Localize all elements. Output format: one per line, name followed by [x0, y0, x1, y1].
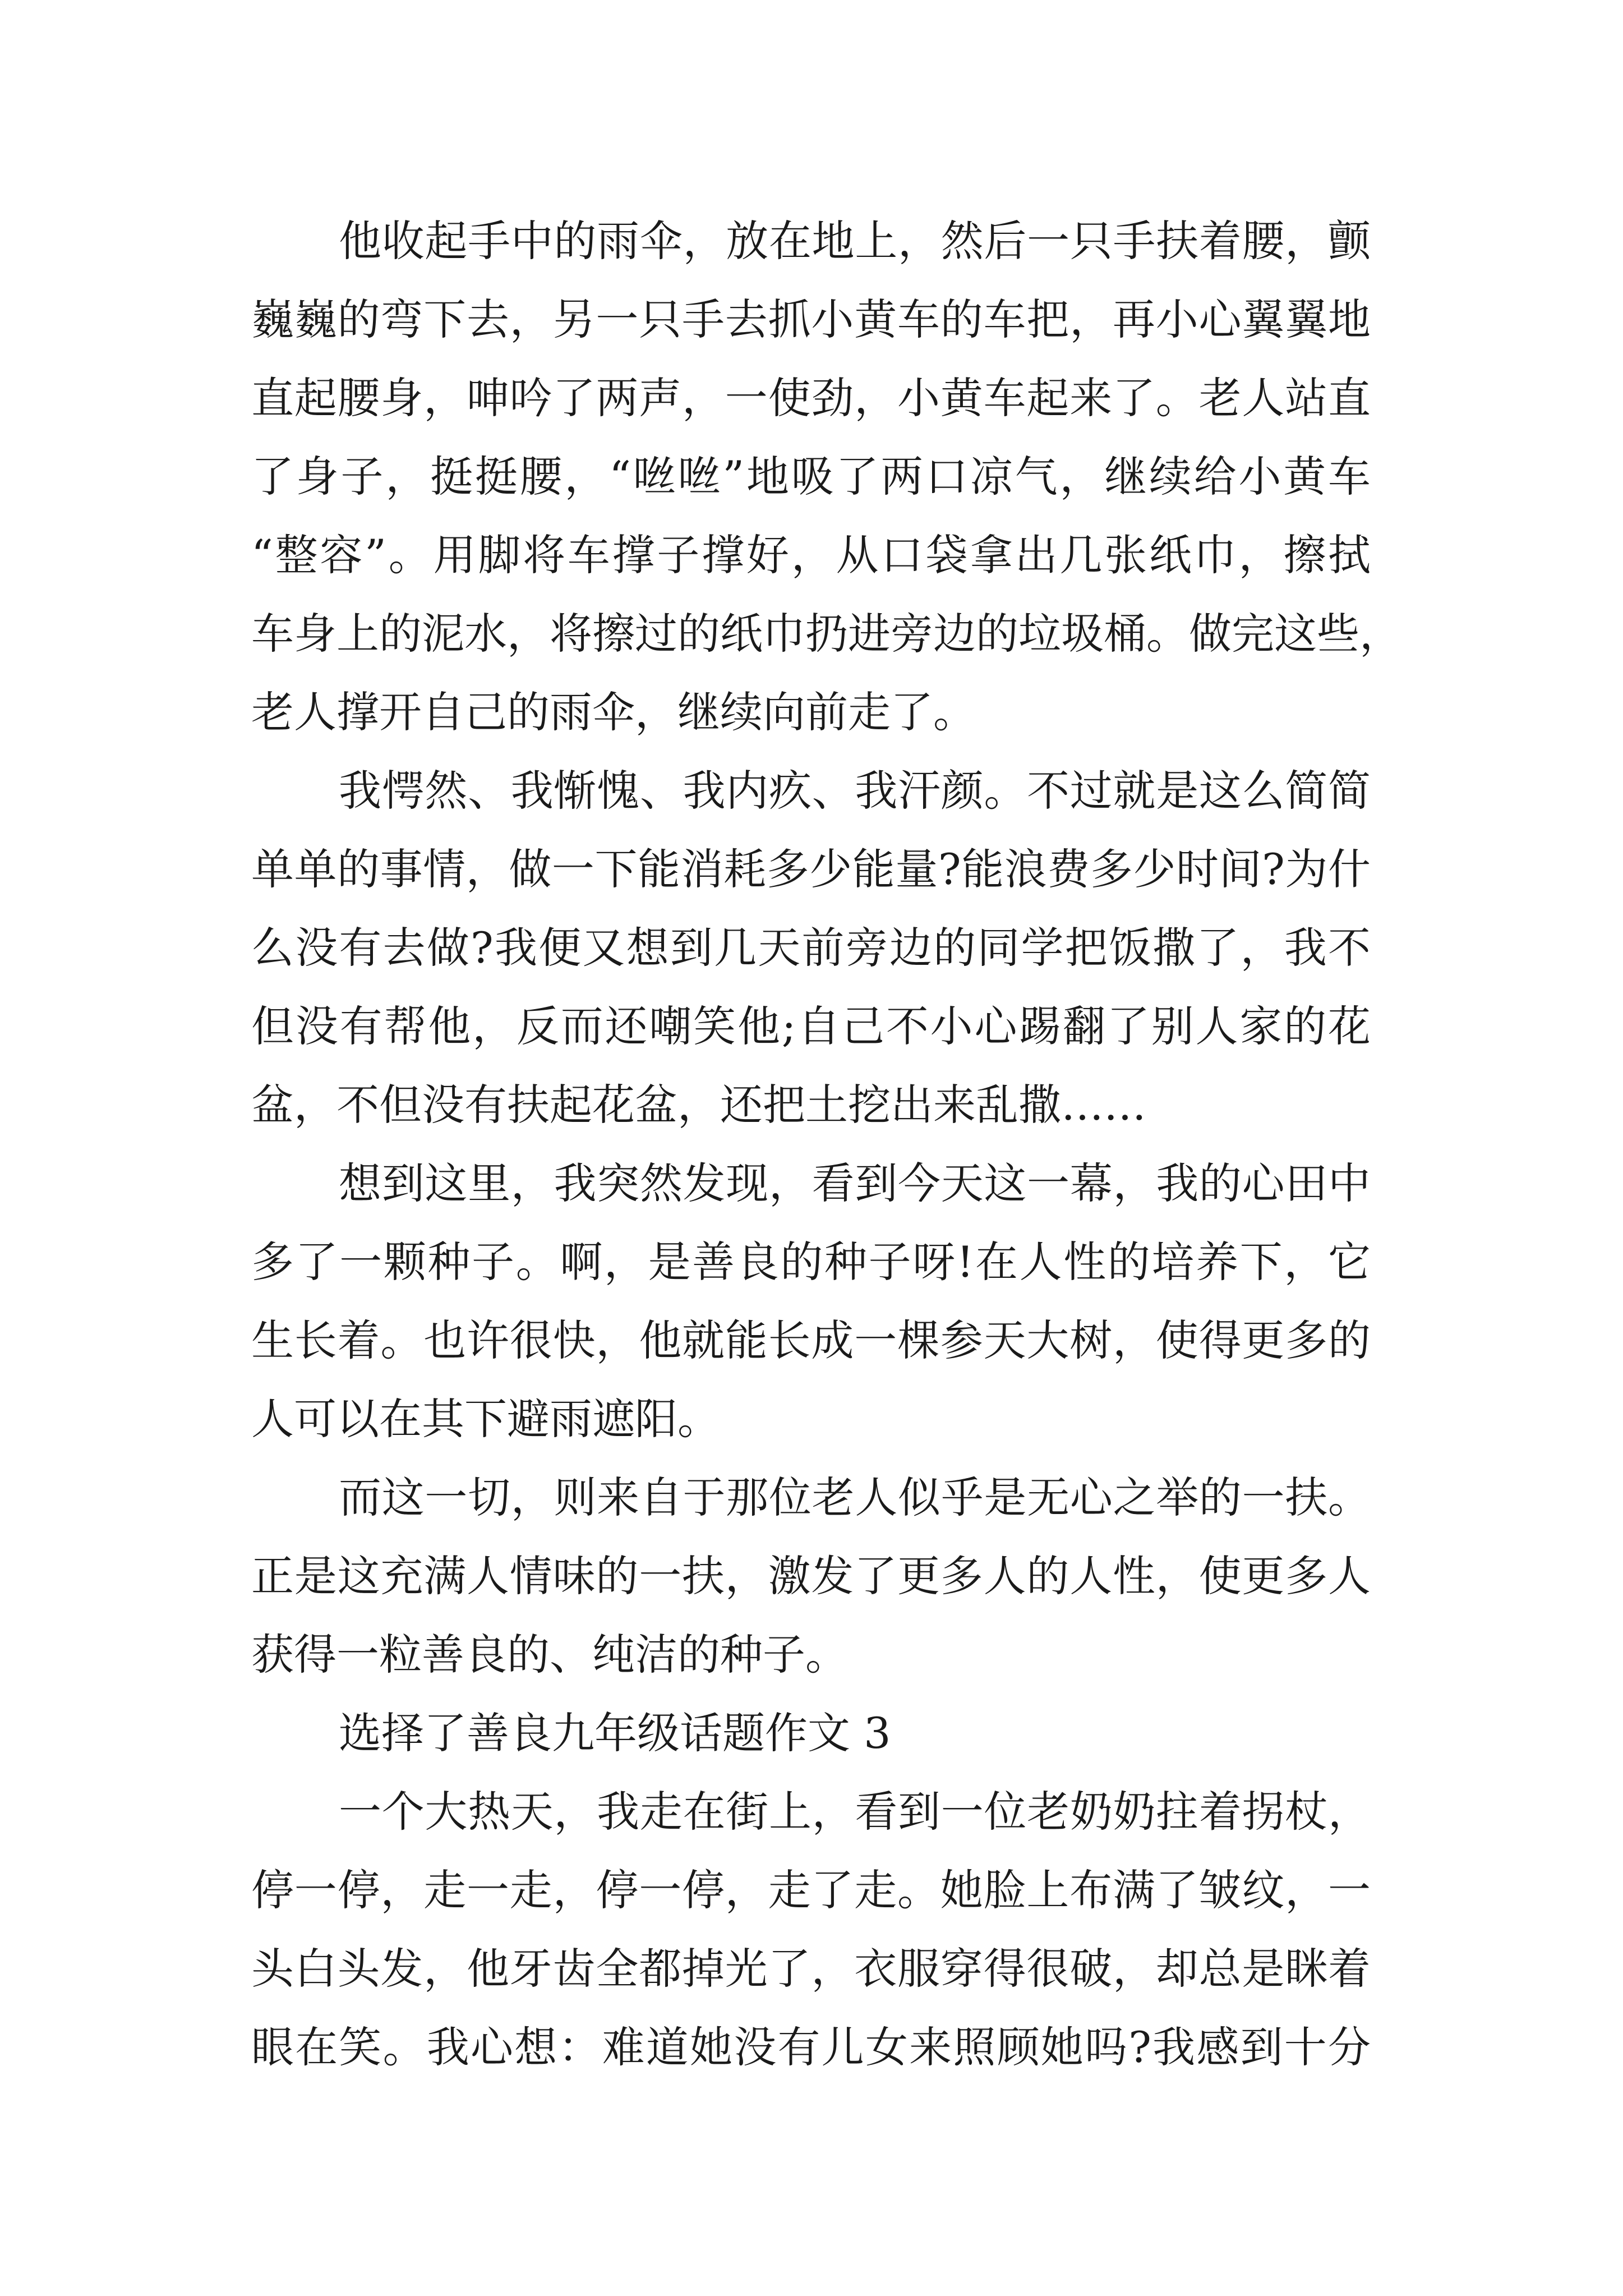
text-line: 而这一切，则来自于那位老人似乎是无心之举的一扶。: [339, 1473, 1371, 1522]
text-line: 了身子，挺挺腰，“咝咝”地吸了两口凉气，继续给小黄车: [251, 452, 1371, 501]
text-line: 获得一粒善良的、纯洁的种子。: [251, 1630, 848, 1680]
text-line: 想到这里，我突然发现，看到今天这一幕，我的心田中: [339, 1158, 1371, 1208]
text-line: 头白头发，他牙齿全都掉光了，衣服穿得很破，却总是眯着: [251, 1944, 1371, 1994]
text-line: 生长着。也许很快，他就能长成一棵参天大树，使得更多的: [251, 1315, 1371, 1365]
text-line: 停一停，走一走，停一停，走了走。她脸上布满了皱纹，一: [251, 1865, 1371, 1915]
text-line: 但没有帮他，反而还嘲笑他;自己不小心踢翻了别人家的花: [251, 1001, 1371, 1051]
text-line: 他收起手中的雨伞，放在地上，然后一只手扶着腰，颤: [339, 216, 1371, 266]
text-line: 多了一颗种子。啊，是善良的种子呀!在人性的培养下，它: [251, 1237, 1371, 1287]
text-line: 单单的事情，做一下能消耗多少能量?能浪费多少时间?为什: [251, 844, 1371, 894]
text-line: 车身上的泥水，将擦过的纸巾扔进旁边的垃圾桶。做完这些，: [251, 609, 1402, 659]
section-heading: 选择了善良九年级话题作文 3: [339, 1708, 891, 1758]
text-line: 人可以在其下避雨遮阳。: [251, 1394, 720, 1444]
text-line: 眼在笑。我心想：难道她没有儿女来照顾她吗?我感到十分: [251, 2022, 1371, 2072]
text-line: 我愕然、我惭愧、我内疚、我汗颜。不过就是这么简简: [339, 766, 1371, 816]
text-line: 么没有去做?我便又想到几天前旁边的同学把饭撒了，我不: [251, 923, 1371, 973]
text-line: 巍巍的弯下去，另一只手去抓小黄车的车把，再小心翼翼地: [251, 295, 1371, 344]
text-line: 老人撑开自己的雨伞，继续向前走了。: [251, 687, 976, 737]
text-line: 正是这充满人情味的一扶，激发了更多人的人性，使更多人: [251, 1551, 1371, 1601]
text-line: 直起腰身，呻吟了两声，一使劲，小黄车起来了。老人站直: [251, 373, 1371, 423]
text-line: 盆，不但没有扶起花盆，还把土挖出来乱撒……: [251, 1080, 1146, 1130]
text-line: “整容”。用脚将车撑子撑好，从口袋拿出几张纸巾，擦拭: [251, 530, 1371, 580]
text-line: 一个大热天，我走在街上，看到一位老奶奶拄着拐杖，: [339, 1787, 1371, 1837]
